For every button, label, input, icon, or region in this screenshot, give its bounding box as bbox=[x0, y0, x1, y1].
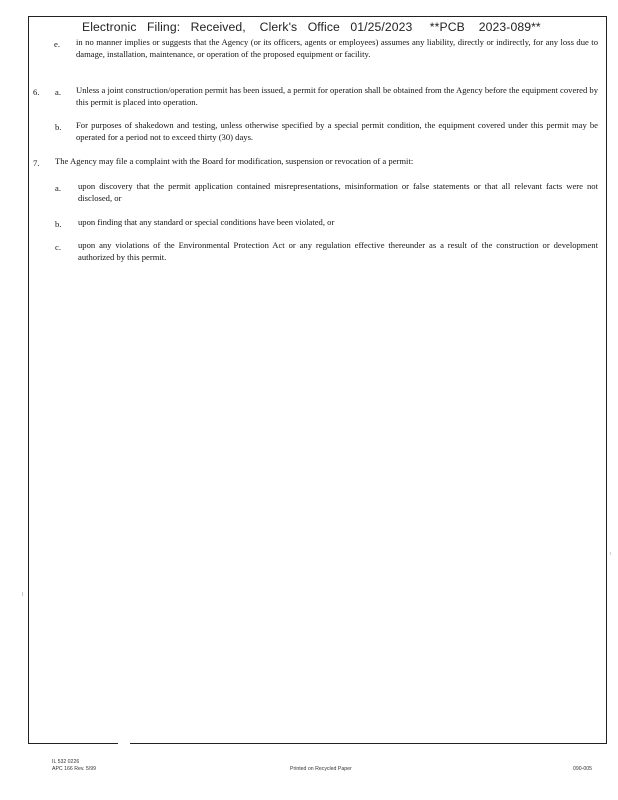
page-code: 090-005 bbox=[573, 766, 593, 772]
section-6b-text: For purposes of shakedown and testing, unless otherwise specified by a special permit condition, the equipment covered under this permit may be operated for a period not to exceed thirty (30) days. bbox=[76, 120, 598, 142]
scan-mark bbox=[610, 552, 611, 555]
section-7a-marker: a. bbox=[55, 183, 61, 193]
printed-on-recycled: Printed on Recycled Paper bbox=[290, 766, 352, 772]
section-7b-text: upon finding that any standard or special conditions have been violated, or bbox=[78, 217, 335, 227]
section-7-intro: The Agency may file a complaint with the Board for modification, suspension or revocation of a permit: bbox=[55, 156, 414, 166]
scan-mark bbox=[22, 592, 23, 596]
section-7a-text: upon discovery that the permit application contained misrepresentations, misinformation or false statements or that all relevant facts were not disclosed, or bbox=[78, 181, 598, 203]
section-6b-marker: b. bbox=[55, 122, 62, 132]
section-7b-marker: b. bbox=[55, 219, 62, 229]
border-gap bbox=[118, 742, 130, 746]
section-6a-marker: a. bbox=[55, 87, 61, 97]
section-6a-text: Unless a joint construction/operation permit has been issued, a permit for operation shall be obtained from the Agency before the equipment covered by this permit is placed into operation. bbox=[76, 85, 598, 107]
section-7-number: 7. bbox=[33, 158, 40, 168]
item-e-text: in no manner implies or suggests that the Agency (or its officers, agents or employees) assumes any liability, directly or indirectly, for any loss due to damage, installation, maintenance, or operation of the proposed equipment or facility. bbox=[76, 37, 598, 59]
section-7c-marker: c. bbox=[55, 242, 61, 252]
section-6-number: 6. bbox=[33, 87, 40, 97]
section-7c-text: upon any violations of the Environmental Protection Act or any regulation effective thereunder as a result of the construction or development authorized by this permit. bbox=[78, 240, 598, 262]
form-revision: APC 166 Rev. 5/99 bbox=[52, 766, 97, 772]
form-id: IL 532 0226 bbox=[52, 759, 80, 765]
filing-stamp: Electronic Filing: Received, Clerk's Office 01/25/2023 **PCB 2023-089** bbox=[82, 20, 541, 34]
item-e-marker: e. bbox=[54, 39, 60, 49]
